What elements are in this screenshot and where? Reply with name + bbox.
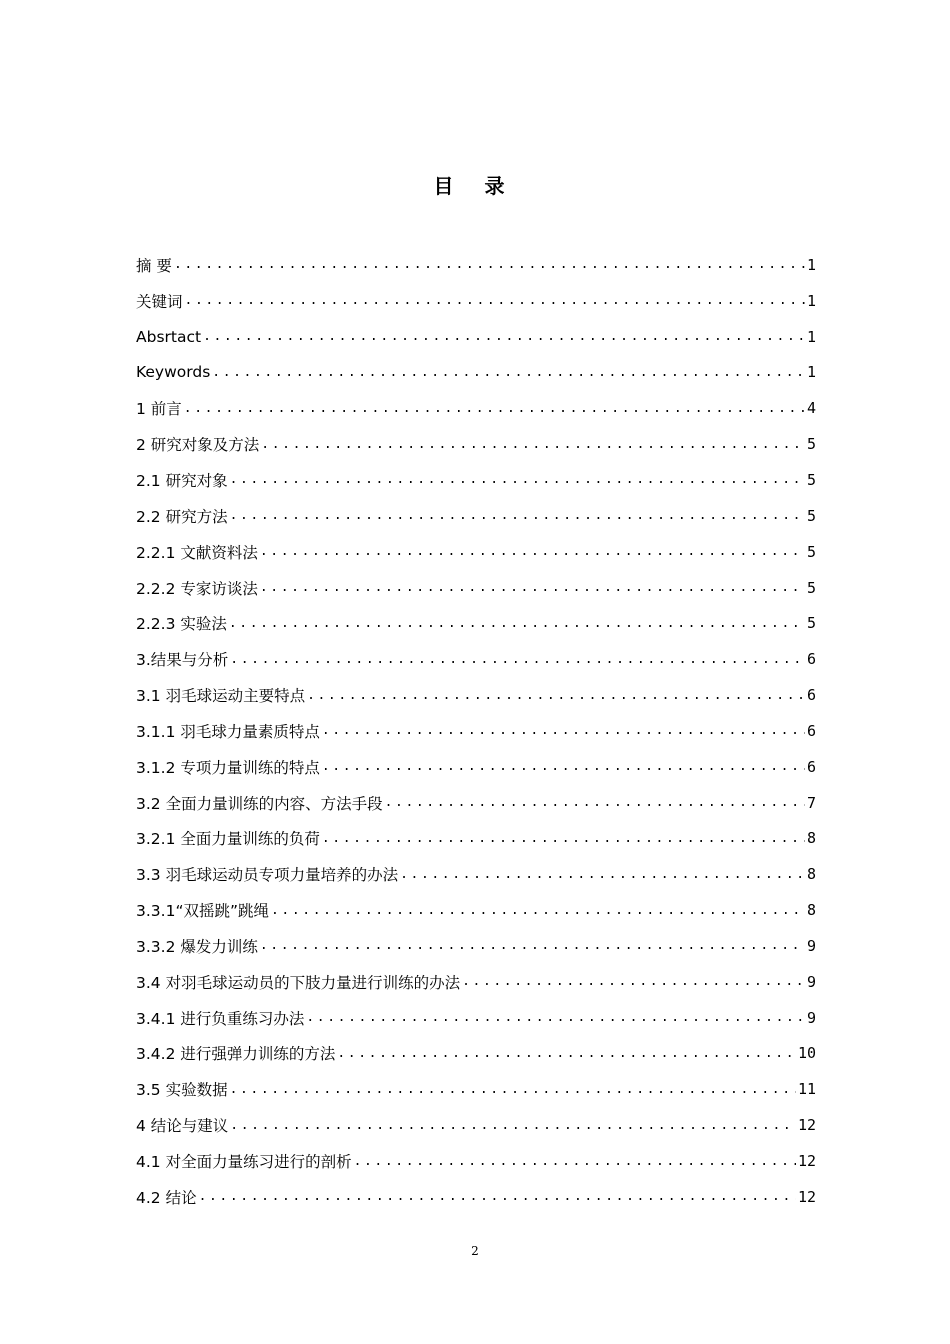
toc-entry[interactable] bbox=[136, 390, 816, 426]
toc-leader-dots bbox=[184, 401, 805, 416]
toc-entry-label: 2 研究对象及方法 bbox=[136, 436, 260, 455]
toc-entry-page: 6 bbox=[806, 686, 816, 705]
toc-leader-dots bbox=[199, 1189, 796, 1204]
toc-leader-dots bbox=[212, 365, 805, 380]
toc-entry[interactable] bbox=[136, 1143, 816, 1179]
toc-leader-dots bbox=[203, 329, 805, 344]
toc-entry-label: 3.2 全面力量训练的内容、方法手段 bbox=[136, 794, 383, 813]
toc-entry[interactable] bbox=[136, 821, 816, 857]
toc-leader-dots bbox=[230, 1118, 796, 1133]
toc-entry-label: 2.2 研究方法 bbox=[136, 507, 228, 526]
toc-entry-page: 11 bbox=[797, 1080, 816, 1099]
toc-entry-page: 12 bbox=[797, 1152, 816, 1171]
toc-entry[interactable] bbox=[136, 641, 816, 677]
toc-entry-page: 10 bbox=[797, 1044, 816, 1063]
toc-entry-page: 1 bbox=[806, 291, 816, 310]
toc-leader-dots bbox=[185, 293, 805, 308]
toc-entry[interactable] bbox=[136, 605, 816, 641]
toc-entry-page: 1 bbox=[806, 363, 816, 382]
toc-entry-label: 2.1 研究对象 bbox=[136, 471, 228, 490]
toc-entry-page: 1 bbox=[806, 327, 816, 346]
page-title: 目 录 bbox=[433, 174, 517, 198]
toc-entry-label: Keywords bbox=[136, 363, 211, 382]
toc-leader-dots bbox=[354, 1154, 796, 1169]
toc-leader-dots bbox=[230, 1082, 796, 1097]
toc-entry-page: 4 bbox=[806, 399, 816, 418]
toc-entry[interactable] bbox=[136, 1000, 816, 1036]
toc-entry[interactable] bbox=[136, 570, 816, 606]
toc-entry-label: 关键词 bbox=[136, 292, 183, 311]
toc-entry-page: 5 bbox=[806, 470, 816, 489]
toc-entry[interactable] bbox=[136, 677, 816, 713]
toc-entry-page: 7 bbox=[806, 793, 816, 812]
toc-leader-dots bbox=[306, 1010, 805, 1025]
toc-entry[interactable] bbox=[136, 283, 816, 319]
toc-entry-page: 5 bbox=[806, 614, 816, 633]
toc-entry[interactable] bbox=[136, 426, 816, 462]
toc-leader-dots bbox=[322, 759, 805, 774]
toc-entry[interactable] bbox=[136, 498, 816, 534]
toc-entry-page: 6 bbox=[806, 650, 816, 669]
toc-entry-label: 3.1.2 专项力量训练的特点 bbox=[136, 758, 320, 777]
toc-entry[interactable] bbox=[136, 534, 816, 570]
page-number: 2 bbox=[471, 1244, 479, 1258]
toc-entry[interactable] bbox=[136, 1071, 816, 1107]
toc-entry-label: 3.3.1“双摇跳”跳绳 bbox=[136, 902, 269, 921]
toc-entry-page: 6 bbox=[806, 721, 816, 740]
toc-entry-label: 2.2.3 实验法 bbox=[136, 615, 227, 634]
toc-entry[interactable] bbox=[136, 319, 816, 355]
toc-leader-dots bbox=[261, 437, 805, 452]
toc-leader-dots bbox=[260, 938, 805, 953]
toc-leader-dots bbox=[260, 544, 805, 559]
toc-leader-dots bbox=[385, 795, 805, 810]
toc-entry[interactable] bbox=[136, 785, 816, 821]
toc-entry[interactable] bbox=[136, 928, 816, 964]
toc-entry-label: 3.结果与分析 bbox=[136, 651, 229, 670]
toc-entry-page: 5 bbox=[806, 435, 816, 454]
toc-entry[interactable] bbox=[136, 462, 816, 498]
toc-leader-dots bbox=[271, 903, 805, 918]
toc-entry-label: 3.4.2 进行强弹力训练的方法 bbox=[136, 1045, 336, 1064]
toc-entry-label: 3.1 羽毛球运动主要特点 bbox=[136, 687, 306, 706]
toc-entry-label: 3.5 实验数据 bbox=[136, 1081, 228, 1100]
toc-entry-page: 6 bbox=[806, 757, 816, 776]
toc-entry[interactable] bbox=[136, 247, 816, 283]
toc-entry-label: 3.3.2 爆发力训练 bbox=[136, 937, 258, 956]
toc-entry-page: 5 bbox=[806, 506, 816, 525]
toc-entry-page: 1 bbox=[806, 255, 816, 274]
toc-entry-label: 3.3 羽毛球运动员专项力量培养的办法 bbox=[136, 866, 399, 885]
toc-entry[interactable] bbox=[136, 1036, 816, 1072]
toc-entry-page: 8 bbox=[806, 901, 816, 920]
toc-entry-label: 1 前言 bbox=[136, 400, 182, 419]
toc-entry[interactable] bbox=[136, 1179, 816, 1215]
toc-leader-dots bbox=[230, 652, 805, 667]
toc-entry[interactable] bbox=[136, 1107, 816, 1143]
toc-entry-label: 摘 要 bbox=[136, 256, 172, 275]
toc-entry-label: 4 结论与建议 bbox=[136, 1117, 229, 1136]
toc-entry-label: 3.4 对羽毛球运动员的下肢力量进行训练的办法 bbox=[136, 973, 461, 992]
toc-entry-label: 3.2.1 全面力量训练的负荷 bbox=[136, 830, 320, 849]
toc-entry-page: 9 bbox=[806, 936, 816, 955]
toc-entry-page: 12 bbox=[797, 1187, 816, 1206]
toc-entry-page: 9 bbox=[806, 1008, 816, 1027]
toc-leader-dots bbox=[322, 723, 805, 738]
toc-leader-dots bbox=[174, 257, 805, 272]
toc-entry-page: 5 bbox=[806, 578, 816, 597]
toc-entry[interactable] bbox=[136, 749, 816, 785]
toc-leader-dots bbox=[307, 688, 805, 703]
toc-entry-label: 4.1 对全面力量练习进行的剖析 bbox=[136, 1153, 352, 1172]
toc-entry-label: 3.4.1 进行负重练习办法 bbox=[136, 1009, 305, 1028]
toc-entry[interactable] bbox=[136, 892, 816, 928]
toc-entry[interactable] bbox=[136, 713, 816, 749]
toc-entry-label: 4.2 结论 bbox=[136, 1188, 197, 1207]
toc-leader-dots bbox=[229, 616, 805, 631]
table-of-contents bbox=[136, 247, 816, 1215]
toc-leader-dots bbox=[230, 508, 805, 523]
toc-entry-label: Absrtact bbox=[136, 327, 202, 346]
toc-entry-page: 8 bbox=[806, 829, 816, 848]
toc-entry-label: 2.2.1 文献资料法 bbox=[136, 543, 258, 562]
toc-entry[interactable] bbox=[136, 355, 816, 391]
toc-entry[interactable] bbox=[136, 964, 816, 1000]
toc-entry-page: 8 bbox=[806, 865, 816, 884]
toc-entry[interactable] bbox=[136, 856, 816, 892]
toc-entry-page: 9 bbox=[806, 972, 816, 991]
toc-entry-page: 12 bbox=[797, 1116, 816, 1135]
toc-entry-label: 3.1.1 羽毛球力量素质特点 bbox=[136, 722, 320, 741]
toc-leader-dots bbox=[322, 831, 805, 846]
toc-entry-page: 5 bbox=[806, 542, 816, 561]
toc-leader-dots bbox=[230, 472, 805, 487]
toc-entry-label: 2.2.2 专家访谈法 bbox=[136, 579, 258, 598]
toc-leader-dots bbox=[462, 974, 805, 989]
toc-leader-dots bbox=[400, 867, 805, 882]
toc-leader-dots bbox=[260, 580, 805, 595]
toc-leader-dots bbox=[337, 1046, 796, 1061]
